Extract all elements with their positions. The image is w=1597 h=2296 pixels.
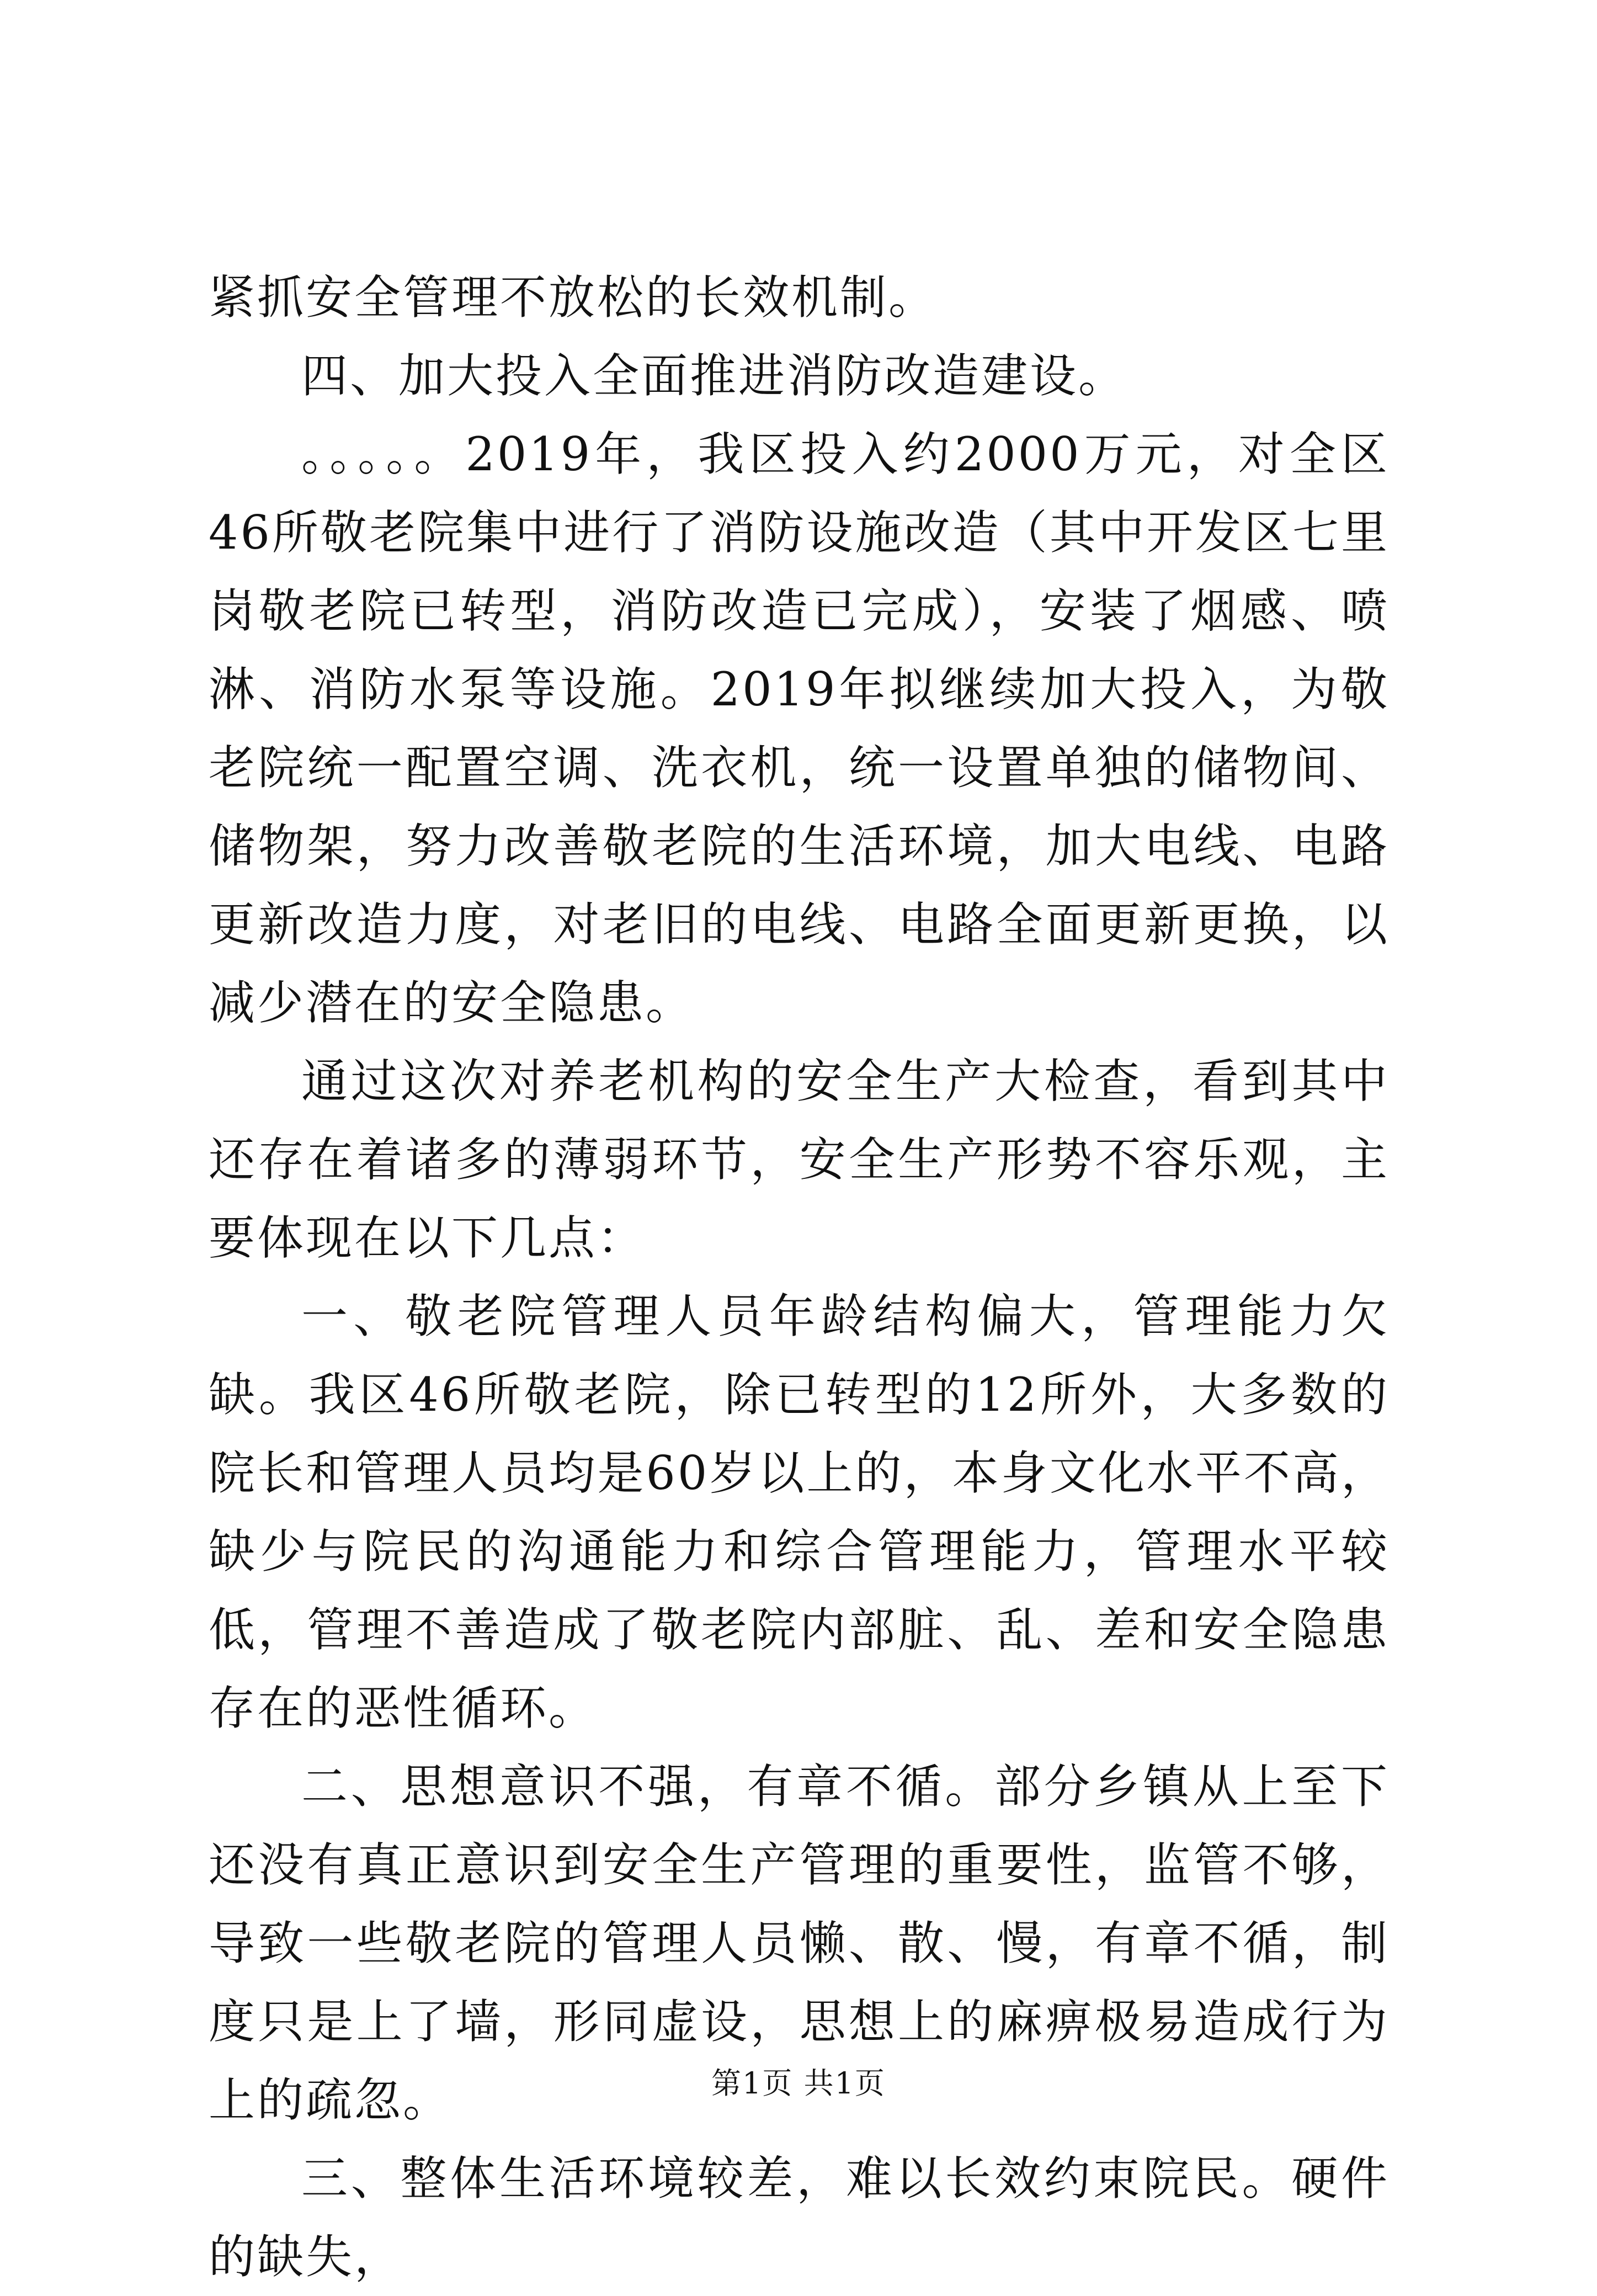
- page-footer: 第1页 共1页: [711, 2066, 886, 2101]
- paragraph: 紧抓安全管理不放松的长效机制。: [209, 270, 938, 325]
- document-body: [209, 258, 1390, 2296]
- paragraph: 二、思想意识不强，有章不循。部分乡镇从上至下还没有真正意识到安全生产管理的重要性，监管不够，导致一些敬老院的管理人员懒、散、慢，有章不循，制度只是上了墙，形同虚设，思想上的麻痹极易造成行为上的疏忽。: [209, 1760, 1390, 2127]
- section-heading: 四、加大投入全面推进消防改造建设。: [301, 349, 1127, 403]
- paragraph: 三、整体生活环境较差，难以长效约束院民。硬件的缺失，: [209, 2151, 1390, 2284]
- paragraph: 一、敬老院管理人员年龄结构偏大，管理能力欠缺。我区46所敬老院，除已转型的12所外，大多数的院长和管理人员均是60岁以上的，本身文化水平不高，缺少与院民的沟通能力和综合管理能力，管理水平较低，管理不善造成了敬老院内部脏、乱、差和安全隐患存在的恶性循环。: [209, 1289, 1390, 1735]
- paragraph: 通过这次对养老机构的安全生产大检查，看到其中还存在着诸多的薄弱环节，安全生产形势不容乐观，主要体现在以下几点：: [209, 1054, 1390, 1265]
- paragraph: 。。。。。2019年，我区投入约2000万元，对全区46所敬老院集中进行了消防设施改造（其中开发区七里岗敬老院已转型，消防改造已完成），安装了烟感、喷淋、消防水泵等设施。2019年拟继续加大投入，为敬老院统一配置空调、洗衣机，统一设置单独的储物间、储物架，努力改善敬老院的生活环境，加大电线、电路更新改造力度，对老旧的电线、电路全面更新更换，以减少潜在的安全隐患。: [209, 427, 1390, 1030]
